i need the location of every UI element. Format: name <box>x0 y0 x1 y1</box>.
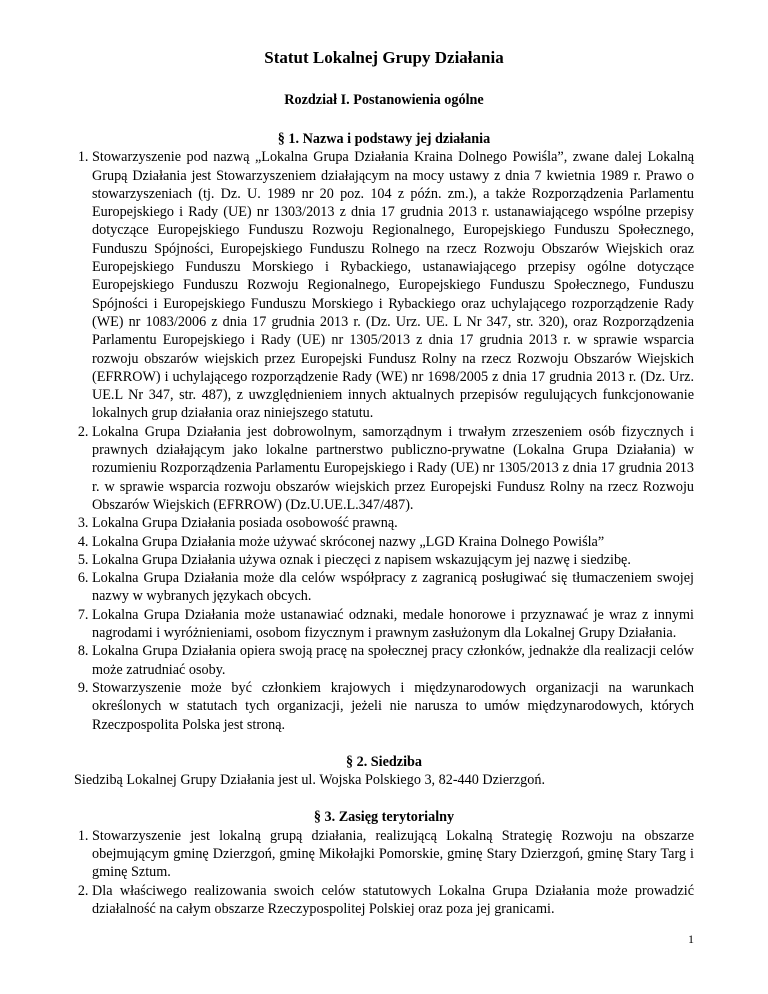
list-item: 1. Stowarzyszenie pod nazwą „Lokalna Grupa Działania Kraina Dolnego Powiśla”, zwane dalej Lokalną Grupą Działania jest Stowarzyszeniem działającym na mocy ustawy z dnia 7 kwietnia 1989 r. Prawo o stowarzyszeniach (tj. Dz. U. 1989 nr 20 poz. 104 z późn. zm.), a także Rozporządzenia Parlamentu Europejskiego i Rady (UE) nr 1303/2013 z dnia 17 grudnia 2013 r. ustanawiającego wspólne przepisy dotyczące Europejskiego Funduszu Rozwoju Regionalnego, Europejskiego Funduszu Społecznego, Funduszu Spójności, Europejskiego Funduszu Rolnego na rzecz Rozwoju Obszarów Wiejskich oraz Europejskiego Funduszu Morskiego i Rybackiego, ustanawiającego przepisy ogólne dotyczące Europejskiego Funduszu Rozwoju Regionalnego, Europejskiego Funduszu Społecznego, Funduszu Spójności i Europejskiego Funduszu Morskiego i Rybackiego oraz uchylającego rozporządzenie Rady (WE) nr 1083/2006 z dnia 17 grudnia 2013 r. (Dz. Urz. UE. L Nr 347, str. 320), oraz Rozporządzenia Parlamentu Europejskiego i Rady (UE) nr 1305/2013 z dnia 17 grudnia 2013 r. w sprawie wsparcia rozwoju obszarów wiejskich przez Europejski Fundusz Rolny na rzecz Rozwoju Obszarów Wiejskich (EFRROW) i uchylającego rozporządzenie Rady (WE) nr 1698/2005 z dnia 17 grudnia 2013 r. (Dz. Urz. UE.L Nr 347, str. 487), z uwzględnieniem innych aktualnych przepisów regulujących funkcjonowanie lokalnych grup działania oraz niniejszego statutu. <box>92 148 694 422</box>
section-heading-3: § 3. Zasięg terytorialny <box>313 809 455 826</box>
list-item: 3. Lokalna Grupa Działania posiada osobowość prawną. <box>92 514 694 532</box>
list-item: 2. Lokalna Grupa Działania jest dobrowolnym, samorządnym i trwałym zrzeszeniem osób fizycznych i prawnych działającym jako lokalne partnerstwo publiczno-prywatne (Lokalna Grupa Działania) w rozumieniu Rozporządzenia Parlamentu Europejskiego i Rady (UE) nr 1305/2013 z dnia 17 grudnia 2013 r. w sprawie wsparcia rozwoju obszarów wiejskich przez Europejski Fundusz Rolny na rzecz Rozwoju Obszarów Wiejskich (EFRROW) (Dz.U.UE.L.347/487). <box>92 423 694 514</box>
list-item: 6. Lokalna Grupa Działania może dla celów współpracy z zagranicą posługiwać się tłumaczeniem swojej nazwy w wybranych językach obcych. <box>92 569 694 606</box>
section-1-list <box>74 148 694 734</box>
section-3-list <box>74 827 694 918</box>
section-heading-1: § 1. Nazwa i podstawy jej działania <box>277 131 491 147</box>
list-item: 5. Lokalna Grupa Działania używa oznak i pieczęci z napisem wskazującym jej nazwę i siedzibę. <box>92 551 694 569</box>
page-number: 1 <box>688 932 694 946</box>
list-item: 8. Lokalna Grupa Działania opiera swoją pracę na społecznej pracy członków, jednakże dla realizacji celów może zatrudniać osoby. <box>92 642 694 679</box>
list-item: 1. Stowarzyszenie jest lokalną grupą działania, realizującą Lokalną Strategię Rozwoju na obszarze obejmującym gminę Dzierzgoń, gminę Mikołajki Pomorskie, gminę Stary Dzierzgoń, gminę Stary Targ i gminę Sztum. <box>92 827 694 882</box>
list-item: 2. Dla właściwego realizowania swoich celów statutowych Lokalna Grupa Działania może prowadzić działalność na całym obszarze Rzeczypospolitej Polskiej oraz poza jej granicami. <box>92 882 694 919</box>
document-title: Statut Lokalnej Grupy Działania <box>264 48 504 67</box>
document-body <box>74 130 694 918</box>
list-item: 4. Lokalna Grupa Działania może używać skróconej nazwy „LGD Kraina Dolnego Powiśla” <box>92 533 694 551</box>
list-item: 7. Lokalna Grupa Działania może ustanawiać odznaki, medale honorowe i przyznawać je wraz z innymi nagrodami i wyróżnieniami, osobom fizycznym i prawnym zasłużonym dla Lokalnej Grupy Działania. <box>92 606 694 643</box>
list-item: 9. Stowarzyszenie może być członkiem krajowych i międzynarodowych organizacji na warunkach określonych w statutach tych organizacji, jeżeli nie narusza to umów międzynarodowych, których Rzeczpospolita Polska jest stroną. <box>92 679 694 734</box>
section-2-text: Siedzibą Lokalnej Grupy Działania jest ul. Wojska Polskiego 3, 82-440 Dzierzgoń. <box>74 772 546 789</box>
chapter-heading: Rozdział I. Postanowienia ogólne <box>284 92 484 108</box>
section-heading-2: § 2. Siedziba <box>345 753 423 770</box>
